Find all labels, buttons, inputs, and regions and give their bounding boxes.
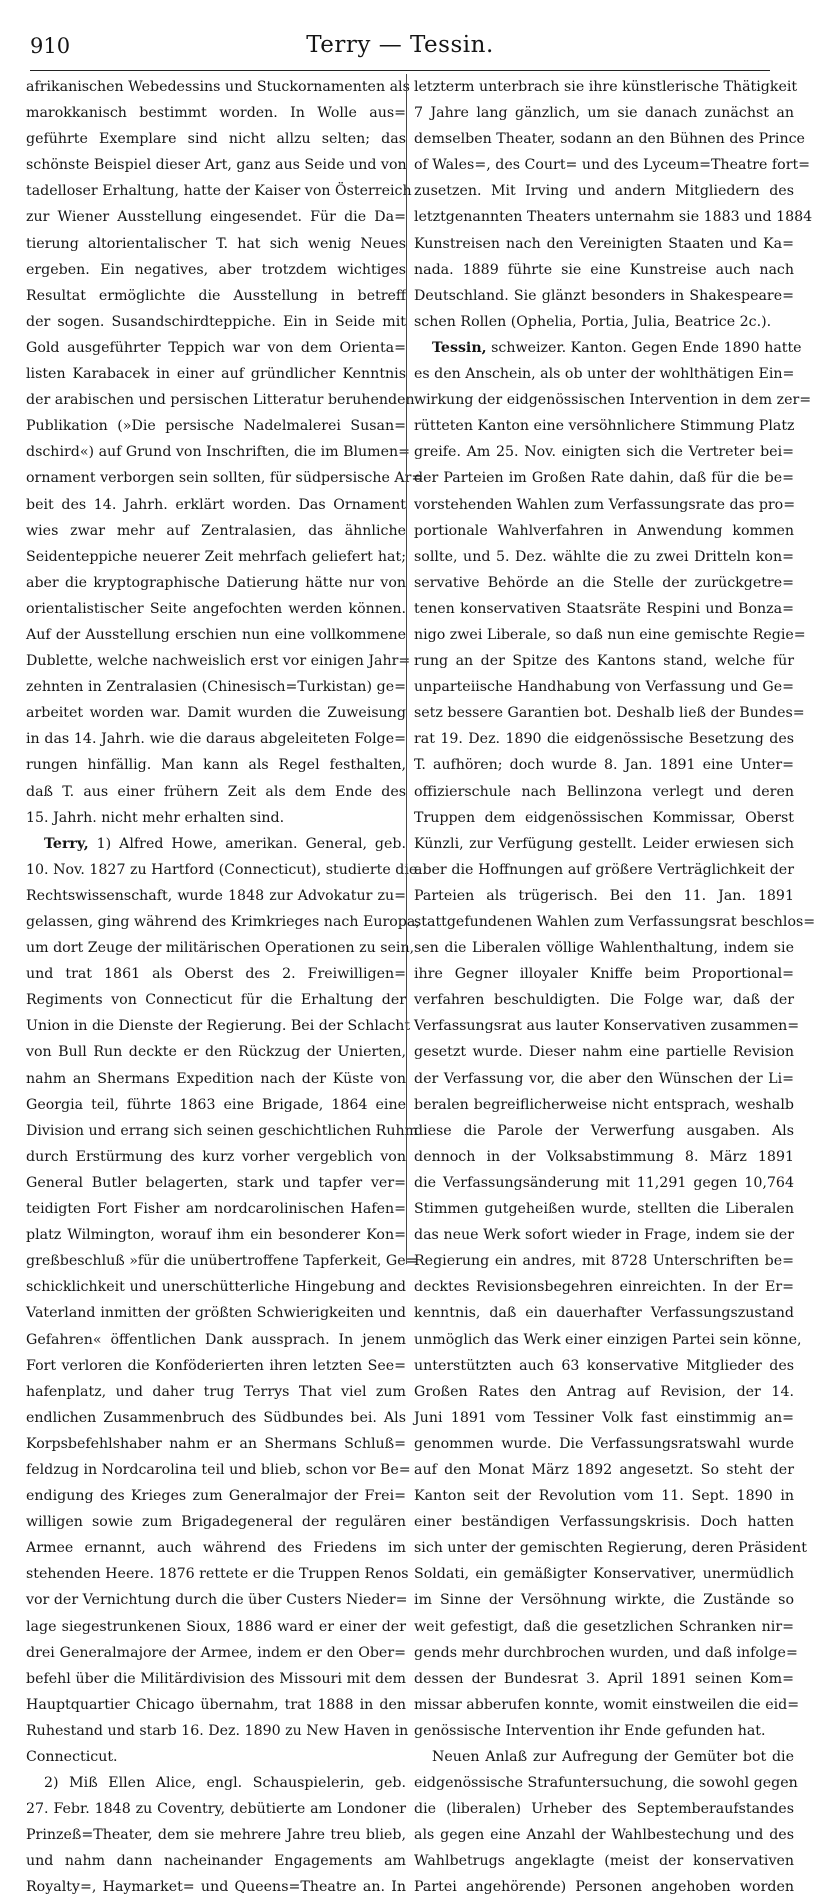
- line-text: Soldati, ein gemäßigter Konservativer, unermüdlich: [414, 1566, 794, 1583]
- line-text: Vaterland inmitten der größten Schwierigkeiten und: [26, 1305, 406, 1322]
- text-line: [26, 674, 406, 700]
- line-text: weit gefestigt, daß die gesetzlichen Schranken nir=: [414, 1618, 794, 1635]
- line-text: schen Rollen (Ophelia, Portia, Julia, Beatrice 2c.).: [414, 313, 772, 330]
- text-line: [26, 283, 406, 309]
- text-line: [26, 1535, 406, 1561]
- line-text: Deutschland. Sie glänzt besonders in Shakespeare=: [414, 287, 794, 304]
- entry-headword: Tessin,: [432, 339, 487, 356]
- line-text: stattgefundenen Wahlen zum Verfassungsrat beschlos=: [414, 914, 815, 930]
- text-line: [414, 544, 794, 570]
- text-line: [414, 152, 811, 178]
- text-line: [414, 857, 794, 883]
- text-line: [26, 622, 406, 648]
- line-text: sich unter der gemischten Regierung, deren Präsident: [414, 1540, 807, 1557]
- line-text: genommen wurde. Die Verfassungsratswahl wurde: [414, 1435, 794, 1452]
- line-text: und nahm dann nacheinander Engagements am: [26, 1853, 406, 1870]
- text-line: [26, 1066, 406, 1092]
- line-text: afrikanischen Webedessins und Stuckornamenten als: [26, 79, 410, 95]
- line-text: stehenden Heere. 1876 rettete er die Truppen Renos: [26, 1566, 409, 1583]
- line-text: decktes Revisionsbegehren einreichten. In der Er=: [414, 1279, 794, 1296]
- text-line: [414, 204, 813, 230]
- line-text: letztgenannten Theaters unternahm sie 1883 und 1884: [414, 209, 813, 226]
- text-line: [414, 1300, 794, 1326]
- line-text: um dort Zeuge der militärischen Operationen zu sein,: [26, 940, 415, 957]
- text-line: [414, 387, 812, 413]
- line-text: 2) Miß Ellen Alice, engl. Schauspielerin, geb.: [44, 1775, 406, 1792]
- line-text: listen Karabacek in einer auf gründlicher Kenntnis: [26, 366, 406, 383]
- line-text: Großen Rates den Antrag auf Revision, der 14.: [414, 1383, 794, 1400]
- page-number: 910: [30, 34, 71, 58]
- line-text: greßbeschluß »für die unübertroffene Tapferkeit, Ge=: [26, 1253, 418, 1270]
- line-text: Connecticut.: [26, 1749, 118, 1765]
- text-line: [26, 1457, 411, 1483]
- text-line: [414, 674, 794, 700]
- line-text: der arabischen und persischen Litteratur beruhenden: [26, 392, 415, 409]
- text-line: [26, 1483, 406, 1509]
- line-text: zur Wiener Ausstellung eingesendet. Für die Da=: [26, 209, 406, 226]
- text-line: [414, 1770, 798, 1796]
- text-line: [414, 1666, 794, 1692]
- text-line: [26, 961, 406, 987]
- line-text: teidigten Fort Fisher am nordcarolinischen Hafen=: [26, 1201, 406, 1218]
- text-line: [26, 1222, 406, 1248]
- line-text: eidgenössische Strafuntersuchung, die sowohl gegen: [414, 1775, 798, 1792]
- line-text: offizierschule nach Bellinzona verlegt und deren: [414, 783, 794, 800]
- text-line: [26, 257, 406, 283]
- text-line: [414, 1379, 794, 1405]
- text-line: [414, 1170, 794, 1196]
- line-text: gends mehr durchbrochen wurden, und daß infolge=: [414, 1644, 798, 1661]
- text-line: [26, 100, 406, 126]
- line-text: Dublette, welche nachweislich erst vor einigen Jahr=: [26, 653, 411, 670]
- text-line: [26, 1431, 406, 1457]
- line-text: Partei angehörende) Personen angehoben worden: [414, 1879, 794, 1896]
- line-text: Truppen dem eidgenössischen Kommissar, Oberst: [414, 809, 794, 826]
- line-text: 27. Febr. 1848 zu Coventry, debütierte am Londoner: [26, 1801, 406, 1818]
- line-text: Auf der Ausstellung erschien nun eine vollkommene: [26, 626, 406, 643]
- text-line: [26, 779, 406, 805]
- line-text: verfahren beschuldigten. Die Folge war, daß der: [414, 992, 794, 1009]
- text-line: [26, 439, 411, 465]
- line-text: Ruhestand und starb 16. Dez. 1890 zu New Haven in: [26, 1722, 409, 1739]
- text-line: [414, 648, 794, 674]
- text-line: [26, 1692, 406, 1718]
- text-line: [26, 1300, 406, 1326]
- text-line: [414, 1796, 794, 1822]
- text-line: [414, 1483, 794, 1509]
- text-line: [26, 831, 406, 857]
- line-text: lage siegestrunkenen Sioux, 1886 ward er einer der: [26, 1618, 406, 1635]
- text-line: [414, 413, 794, 439]
- line-text: auf den Monat März 1892 angesetzt. So steht der: [414, 1461, 794, 1478]
- text-line: [26, 987, 406, 1013]
- text-line: [26, 1614, 406, 1640]
- line-text: nahm an Shermans Expedition nach der Küste von: [26, 1070, 406, 1087]
- text-line: [26, 700, 406, 726]
- line-text: einer beständigen Verfassungskrisis. Doch hatten: [414, 1514, 794, 1531]
- text-line: [414, 1248, 794, 1274]
- line-text: nada. 1889 führte sie eine Kunstreise auch nach: [414, 261, 794, 278]
- text-line: [26, 492, 406, 518]
- line-text: 10. Nov. 1827 zu Hartford (Connecticut), studierte die: [26, 861, 418, 878]
- text-line: [414, 1535, 807, 1561]
- line-text: wies zwar mehr auf Zentralasien, das ähnliche: [26, 522, 406, 539]
- text-line: [414, 1431, 794, 1457]
- line-text: unparteiische Handhabung von Verfassung und Ge=: [414, 679, 794, 696]
- text-line: [26, 1509, 406, 1535]
- text-line: [26, 1092, 406, 1118]
- text-line: [414, 1327, 802, 1353]
- line-text: Verfassungsrat aus lauter Konservativen zusammen=: [414, 1018, 800, 1035]
- running-title: Terry — Tessin.: [306, 32, 494, 58]
- text-line: [26, 1196, 406, 1222]
- text-line: [26, 752, 406, 778]
- left-column: [26, 74, 424, 1896]
- text-line: [26, 1379, 406, 1405]
- line-text: servative Behörde an die Stelle der zurückgetre=: [414, 574, 794, 591]
- line-text: der Verfassung vor, die aber den Wünschen der Li=: [414, 1070, 794, 1087]
- line-text: marokkanisch bestimmt worden. In Wolle aus=: [26, 105, 406, 122]
- line-text: schicklichkeit und unerschütterliche Hingebung and: [26, 1279, 406, 1296]
- line-text: Kunstreisen nach den Vereinigten Staaten und Ka=: [414, 235, 794, 252]
- text-line: [414, 126, 805, 152]
- text-line: [414, 361, 794, 387]
- line-text: rat 19. Dez. 1890 die eidgenössische Besetzung des: [414, 731, 794, 748]
- line-text: portionale Wahlverfahren in Anwendung kommen: [414, 522, 794, 539]
- text-line: [26, 1744, 406, 1770]
- line-text: 7 Jahre lang gänzlich, um sie danach zunächst an: [414, 105, 794, 122]
- text-line: [414, 1744, 794, 1770]
- text-line: [26, 805, 406, 831]
- text-line: [26, 178, 412, 204]
- text-line: [26, 648, 411, 674]
- line-text: unmöglich das Werk einer einzigen Partei sein könne,: [414, 1331, 802, 1348]
- line-text: rung an der Spitze des Kantons stand, welche für: [414, 653, 794, 670]
- line-text: feldzug in Nordcarolina teil und blieb, schon vor Be=: [26, 1461, 411, 1478]
- text-line: [414, 726, 794, 752]
- text-line: [414, 570, 794, 596]
- line-text: 15. Jahrh. nicht mehr erhalten sind.: [26, 809, 285, 826]
- line-text: befehl über die Militärdivision des Missouri mit dem: [26, 1670, 406, 1687]
- text-line: [26, 74, 410, 100]
- text-line: [26, 596, 406, 622]
- text-line: [26, 726, 406, 752]
- text-line: [414, 492, 794, 518]
- text-line: [26, 413, 406, 439]
- line-text: setz bessere Garantien bot. Deshalb ließ der Bundes=: [414, 705, 805, 722]
- line-text: daß T. aus einer frühern Zeit als dem Ende des: [26, 783, 406, 800]
- line-text: tenen konservativen Staatsräte Respini und Bonza=: [414, 600, 794, 617]
- line-text: Gold ausgeführter Teppich war von dem Orienta=: [26, 339, 406, 356]
- text-line: [414, 622, 806, 648]
- line-text: zehnten in Zentralasien (Chinesisch=Turkistan) ge=: [26, 679, 406, 696]
- text-line: [414, 909, 815, 935]
- line-text: wirkung der eidgenössischen Intervention in dem zer=: [414, 392, 812, 409]
- text-line: [26, 126, 406, 152]
- line-text: als gegen eine Anzahl der Wahlbestechung und des: [414, 1827, 794, 1844]
- line-text: im Sinne der Versöhnung wirkte, die Zustände so: [414, 1592, 794, 1609]
- text-line: [414, 231, 794, 257]
- line-text: Royalty=, Haymarket= und Queens=Theatre an. In: [26, 1879, 406, 1896]
- line-text: schweizer. Kanton. Gegen Ende 1890 hatte: [486, 339, 802, 356]
- line-text: T. aufhören; doch wurde 8. Jan. 1891 eine Unter=: [414, 757, 794, 774]
- text-line: [414, 465, 794, 491]
- line-text: Prinzeß=Theater, dem sie mehrere Jahre treu blieb,: [26, 1827, 406, 1844]
- line-text: ornament verborgen sein sollten, für südpersische Ar=: [26, 470, 424, 487]
- text-line: [414, 831, 794, 857]
- line-text: das neue Werk sofort wieder in Frage, indem sie der: [414, 1227, 794, 1244]
- line-text: Seidenteppiche neuerer Zeit mehrfach geliefert hat;: [26, 548, 406, 565]
- text-line: [414, 1587, 794, 1613]
- line-text: der Parteien im Großen Rate dahin, daß für die be=: [414, 470, 794, 487]
- line-text: von Bull Run deckte er den Rückzug der Unierten,: [26, 1044, 406, 1061]
- line-text: ergeben. Ein negatives, aber trotzdem wichtiges: [26, 261, 406, 278]
- text-line: [26, 1874, 406, 1900]
- text-line: [26, 361, 406, 387]
- text-line: [26, 204, 406, 230]
- header-rule: [30, 70, 770, 71]
- line-text: Künzli, zur Verfügung gestellt. Leider erwiesen sich: [414, 835, 794, 852]
- column-divider: [406, 74, 407, 1264]
- text-line: [26, 1822, 406, 1848]
- text-line: [414, 779, 794, 805]
- line-text: rütteten Kanton eine versöhnlichere Stimmung Platz: [414, 418, 795, 435]
- text-line: [26, 1561, 409, 1587]
- line-text: Rechtswissenschaft, wurde 1848 zur Advokatur zu=: [26, 887, 406, 904]
- text-line: [26, 857, 418, 883]
- text-line: [414, 1822, 794, 1848]
- text-line: [26, 935, 415, 961]
- right-column: [414, 74, 815, 1896]
- line-text: willigen sowie zum Brigadegeneral der regulären: [26, 1514, 406, 1531]
- line-text: die (liberalen) Urheber des Septemberaufstandes: [414, 1801, 794, 1818]
- text-line: [26, 1039, 406, 1065]
- line-text: dschird«) auf Grund von Inschriften, die im Blumen=: [26, 444, 411, 461]
- text-line: [26, 1353, 406, 1379]
- line-text: Resultat ermöglichte die Ausstellung in betreff: [26, 287, 406, 304]
- line-text: Publikation (»Die persische Nadelmalerei Susan=: [26, 418, 406, 435]
- text-line: [414, 1274, 794, 1300]
- text-line: [414, 518, 794, 544]
- line-text: diese die Parole der Verwerfung ausgaben. Als: [414, 1122, 794, 1139]
- line-text: sollte, und 5. Dez. wählte die zu zwei Dritteln kon=: [414, 548, 794, 565]
- line-text: arbeitet worden war. Damit wurden die Zuweisung: [26, 705, 406, 722]
- text-line: [414, 1614, 794, 1640]
- text-line: [414, 596, 794, 622]
- text-line: [26, 570, 406, 596]
- text-line: [26, 465, 424, 491]
- line-text: letzterm unterbrach sie ihre künstlerische Thätigkeit: [414, 79, 798, 95]
- line-text: unterstützten auch 63 konservative Mitglieder des: [414, 1357, 794, 1374]
- line-text: Hauptquartier Chicago übernahm, trat 1888 in den: [26, 1696, 406, 1713]
- line-text: dessen der Bundesrat 3. April 1891 seinen Kom=: [414, 1670, 794, 1687]
- text-line: [414, 935, 794, 961]
- text-line: [414, 1222, 794, 1248]
- text-line: [26, 544, 406, 570]
- line-text: beit des 14. Jahrh. erklärt worden. Das Ornament: [26, 496, 406, 513]
- text-line: [26, 1405, 406, 1431]
- text-line: [26, 1718, 409, 1744]
- line-text: demselben Theater, sodann an den Bühnen des Prince: [414, 131, 805, 148]
- text-line: [26, 152, 406, 178]
- text-line: [26, 1013, 411, 1039]
- text-line: [414, 1640, 798, 1666]
- line-text: zusetzen. Mit Irving und andern Mitgliedern des: [414, 183, 794, 200]
- line-text: Stimmen gutgeheißen wurde, stellten die Liberalen: [414, 1201, 794, 1218]
- text-line: [26, 387, 415, 413]
- text-line: [414, 1718, 794, 1744]
- line-text: kenntnis, daß ein dauerhafter Verfassungszustand: [414, 1305, 794, 1322]
- line-text: 1) Alfred Howe, amerikan. General, geb.: [88, 835, 406, 852]
- line-text: Armee ernannt, auch während des Friedens im: [26, 1540, 406, 1557]
- text-line: [26, 1666, 406, 1692]
- text-line: [414, 283, 794, 309]
- line-text: tadelloser Erhaltung, hatte der Kaiser von Österreich: [26, 183, 412, 200]
- text-line: [414, 805, 794, 831]
- line-text: die Verfassungsänderung mit 11,291 gegen 10,764: [414, 1174, 794, 1191]
- text-line: [26, 1170, 406, 1196]
- page-header: [30, 30, 770, 62]
- line-text: schönste Beispiel dieser Art, ganz aus Seide und von: [26, 157, 407, 174]
- text-line: [414, 987, 794, 1013]
- line-text: Neuen Anlaß zur Aufregung der Gemüter bot die: [432, 1749, 794, 1765]
- line-text: der sogen. Susandschirdteppiche. Ein in Seide mit: [26, 313, 406, 330]
- line-text: Juni 1891 vom Tessiner Volk fast einstimmig an=: [414, 1409, 794, 1426]
- text-line: [26, 1144, 406, 1170]
- text-line: [414, 1457, 794, 1483]
- text-line: [414, 335, 802, 361]
- line-text: Korpsbefehlshaber nahm er an Shermans Schluß=: [26, 1435, 406, 1452]
- line-text: genössische Intervention ihr Ende gefunden hat.: [414, 1722, 766, 1739]
- line-text: geführte Exemplare sind nicht allzu selten; das: [26, 131, 406, 148]
- text-line: [26, 309, 406, 335]
- text-line: [414, 1144, 794, 1170]
- text-line: [414, 1013, 800, 1039]
- text-line: [414, 752, 794, 778]
- line-text: Kanton seit der Revolution vom 11. Sept. 1890 in: [414, 1488, 794, 1505]
- text-line: [414, 1039, 794, 1065]
- line-text: endigung des Krieges zum Generalmajor der Frei=: [26, 1488, 406, 1505]
- line-text: missar abberufen konnte, womit einstweilen die eid=: [414, 1696, 800, 1713]
- line-text: sen die Liberalen völlige Wahlenthaltung, indem sie: [414, 940, 794, 957]
- line-text: tierung altorientalischer T. hat sich wenig Neues: [26, 235, 406, 252]
- line-text: aber die kryptographische Datierung hätte nur von: [26, 574, 406, 591]
- text-line: [414, 439, 794, 465]
- text-line: [26, 1770, 406, 1796]
- text-line: [414, 309, 794, 335]
- text-line: [414, 1092, 794, 1118]
- line-text: drei Generalmajore der Armee, indem er den Ober=: [26, 1644, 406, 1661]
- line-text: nigo zwei Liberale, so daß nun eine gemischte Regie=: [414, 626, 806, 643]
- text-line: [414, 100, 794, 126]
- line-text: gelassen, ging während des Krimkrieges nach Europa,: [26, 914, 420, 930]
- line-text: vor der Vernichtung durch die über Custers Nieder=: [26, 1592, 408, 1609]
- text-line: [26, 909, 420, 935]
- text-line: [26, 335, 406, 361]
- text-line: [414, 1874, 794, 1900]
- line-text: Wahlbetrugs angeklagte (meist der konservativen: [414, 1853, 794, 1870]
- line-text: Union in die Dienste der Regierung. Bei der Schlacht: [26, 1018, 411, 1035]
- text-line: [414, 1561, 794, 1587]
- text-line: [414, 1196, 794, 1222]
- line-text: beralen begreiflicherweise nicht entsprach, weshalb: [414, 1096, 794, 1113]
- text-line: [414, 883, 794, 909]
- line-text: rungen hinfällig. Man kann als Regel festhalten,: [26, 757, 406, 774]
- line-text: es den Anschein, als ob unter der wohlthätigen Ein=: [414, 366, 795, 383]
- line-text: greife. Am 25. Nov. einigten sich die Vertreter bei=: [414, 444, 794, 461]
- line-text: Parteien als trügerisch. Bei den 11. Jan. 1891: [414, 887, 794, 904]
- line-text: in das 14. Jahrh. wie die daraus abgeleiteten Folge=: [26, 731, 406, 748]
- line-text: Division und errang sich seinen geschichtlichen Ruhm: [26, 1122, 419, 1139]
- text-line: [414, 178, 794, 204]
- text-line: [26, 231, 406, 257]
- line-text: of Wales=, des Court= und des Lyceum=Theatre fort=: [414, 157, 811, 174]
- entry-headword: Terry,: [44, 835, 89, 852]
- text-line: [414, 257, 794, 283]
- line-text: und trat 1861 als Oberst des 2. Freiwilligen=: [26, 966, 406, 983]
- text-line: [26, 1848, 406, 1874]
- text-line: [414, 74, 798, 100]
- line-text: endlichen Zusammenbruch des Südbundes bei. Als: [26, 1409, 406, 1426]
- text-line: [26, 1327, 406, 1353]
- text-line: [26, 1248, 418, 1274]
- line-text: vorstehenden Wahlen zum Verfassungsrate das pro=: [414, 496, 796, 513]
- line-text: hafenplatz, und daher trug Terrys That viel zum: [26, 1383, 406, 1400]
- line-text: Georgia teil, führte 1863 eine Brigade, 1864 eine: [26, 1096, 406, 1113]
- text-line: [26, 1118, 419, 1144]
- line-text: dennoch in der Volksabstimmung 8. März 1891: [414, 1148, 794, 1165]
- text-line: [414, 1692, 800, 1718]
- line-text: orientalistischer Seite angefochten werden können.: [26, 600, 406, 617]
- text-line: [26, 1587, 406, 1613]
- line-text: Fort verloren die Konföderierten ihren letzten See=: [26, 1357, 406, 1374]
- text-line: [414, 1405, 794, 1431]
- line-text: aber die Hoffnungen auf größere Verträglichkeit der: [414, 861, 794, 878]
- text-line: [26, 1640, 406, 1666]
- line-text: gesetzt wurde. Dieser nahm eine partielle Revision: [414, 1044, 794, 1061]
- line-text: General Butler belagerten, stark und tapfer ver=: [26, 1174, 406, 1191]
- text-line: [414, 1066, 794, 1092]
- line-text: Gefahren« öffentlichen Dank aussprach. In jenem: [26, 1331, 406, 1348]
- line-text: Regierung ein andres, mit 8728 Unterschriften be=: [414, 1253, 794, 1270]
- text-line: [26, 1796, 406, 1822]
- text-line: [414, 700, 805, 726]
- text-line: [414, 1118, 794, 1144]
- line-text: durch Erstürmung des kurz vorher vergeblich von: [26, 1148, 406, 1165]
- text-line: [26, 883, 406, 909]
- line-text: ihre Gegner illoyaler Kniffe beim Proportional=: [414, 966, 794, 983]
- line-text: platz Wilmington, worauf ihm ein besonderer Kon=: [26, 1227, 406, 1244]
- text-line: [414, 961, 794, 987]
- line-text: Regiments von Connecticut für die Erhaltung der: [26, 992, 406, 1009]
- text-line: [414, 1509, 794, 1535]
- text-line: [26, 1274, 406, 1300]
- text-line: [414, 1353, 794, 1379]
- text-line: [414, 1848, 794, 1874]
- text-line: [26, 518, 406, 544]
